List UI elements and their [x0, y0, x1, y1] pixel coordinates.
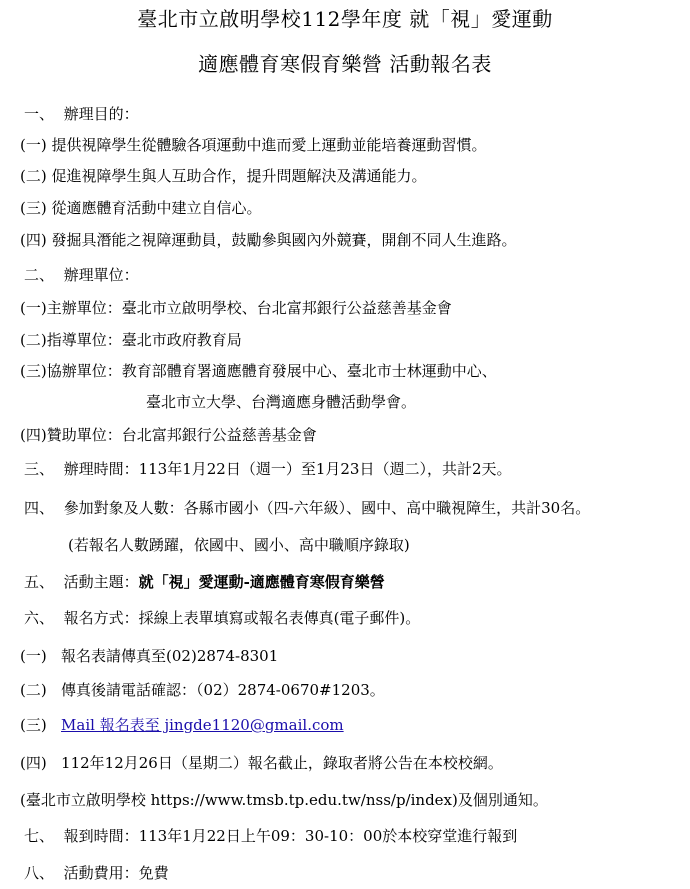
note-text: (若報名人數踴躍，依國中、國小、高中職順序錄取) [68, 536, 410, 554]
item-number: (一) [20, 136, 47, 154]
section-number: 七、 [24, 827, 55, 845]
section-number: 三、 [24, 460, 55, 478]
section-checkin [24, 826, 517, 846]
section-participants [24, 498, 590, 518]
organizer-item-3 [20, 361, 497, 381]
section-number: 四、 [24, 499, 55, 517]
registration-item-3 [20, 715, 344, 735]
section-number: 一、 [24, 105, 55, 123]
registration-item-4 [20, 753, 503, 773]
item-number: (三) [20, 716, 47, 734]
section-heading: 辦理目的： [63, 105, 139, 123]
item-text: 112年12月26日（星期二）報名截止，錄取者將公告在本校校網。 [61, 754, 503, 772]
item-text: 發掘具潛能之視障運動員，鼓勵參與國內外競賽，開創不同人生進路。 [51, 231, 517, 249]
organizer-item-3-continued [146, 392, 416, 412]
item-number: (二) [20, 167, 47, 185]
purpose-item-4 [20, 230, 517, 250]
section-schedule [24, 459, 512, 479]
item-number: (三) [20, 362, 47, 380]
item-text: 指導單位：臺北市政府教育局 [46, 331, 242, 349]
theme-value: 就「視」愛運動-適應體育寒假育樂營 [138, 573, 385, 591]
item-number: (三) [20, 199, 47, 217]
section-organizers-heading [24, 265, 139, 285]
fee-text: 活動費用：免費 [63, 864, 169, 882]
registration-website-note [20, 790, 548, 810]
email-link[interactable]: Mail 報名表至 jingde1120@gmail.com [61, 716, 344, 734]
website-note-text: (臺北市立啟明學校 https://www.tmsb.tp.edu.tw/nss/p/index)及個別通知。 [20, 791, 548, 809]
schedule-text: 辦理時間：113年1月22日（週一）至1月23日（週二），共計2天。 [63, 460, 512, 478]
item-number: (二) [20, 681, 47, 699]
registration-item-1 [20, 646, 278, 666]
item-number: (四) [20, 426, 47, 444]
section-number: 二、 [24, 266, 55, 284]
item-text: 提供視障學生從體驗各項運動中進而愛上運動並能培養運動習慣。 [51, 136, 487, 154]
item-text: 協辦單位：教育部體育署適應體育發展中心、臺北市士林運動中心、 [46, 362, 497, 380]
item-text: 傳真後請電話確認：（02）2874-0670#1203。 [61, 681, 385, 699]
item-text: 贊助單位：台北富邦銀行公益慈善基金會 [46, 426, 317, 444]
item-text: 臺北市立大學、台灣適應身體活動學會。 [146, 393, 417, 411]
section-number: 五、 [24, 573, 55, 591]
section-theme [24, 572, 385, 592]
item-text: 主辦單位：臺北市立啟明學校、台北富邦銀行公益慈善基金會 [46, 299, 452, 317]
title-line-2: 適應體育寒假育樂營 活動報名表 [198, 52, 492, 76]
item-number: (四) [20, 754, 47, 772]
participants-note [68, 535, 410, 555]
purpose-item-3 [20, 198, 262, 218]
purpose-item-1 [20, 135, 487, 155]
participants-text: 參加對象及人數：各縣市國小（四-六年級）、國中、高中職視障生，共計30名。 [63, 499, 591, 517]
checkin-text: 報到時間：113年1月22日上午09：30-10：00於本校穿堂進行報到 [63, 827, 518, 845]
organizer-item-2 [20, 330, 242, 350]
theme-label: 活動主題： [63, 573, 139, 591]
item-text: 促進視障學生與人互助合作，提升問題解決及溝通能力。 [51, 167, 427, 185]
item-number: (四) [20, 231, 47, 249]
item-number: (一) [20, 647, 47, 665]
item-text: 報名表請傳真至(02)2874-8301 [61, 647, 279, 665]
registration-item-2 [20, 680, 385, 700]
purpose-item-2 [20, 166, 427, 186]
section-fee [24, 863, 169, 883]
item-text: 從適應體育活動中建立自信心。 [51, 199, 262, 217]
registration-text: 報名方式：採線上表單填寫或報名表傳真(電子郵件)。 [63, 609, 421, 627]
section-heading: 辦理單位： [63, 266, 139, 284]
item-number: (二) [20, 331, 47, 349]
item-number: (一) [20, 299, 47, 317]
organizer-item-1 [20, 298, 452, 318]
section-purpose-heading [24, 104, 139, 124]
organizer-item-4 [20, 425, 317, 445]
section-number: 八、 [24, 864, 55, 882]
title-line-1: 臺北市立啟明學校112學年度 就「視」愛運動 [137, 7, 553, 31]
section-number: 六、 [24, 609, 55, 627]
section-registration [24, 608, 420, 628]
